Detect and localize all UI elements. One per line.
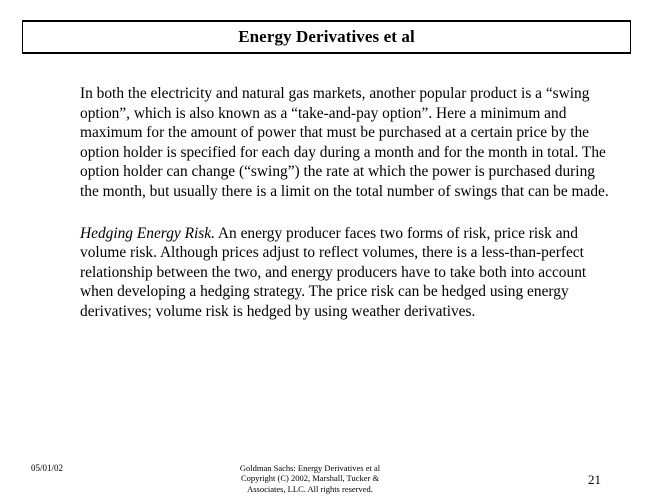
- paragraph-lead-heading: Hedging Energy Risk.: [80, 224, 215, 242]
- slide-title: Energy Derivatives et al: [238, 27, 415, 46]
- page-number: 21: [588, 472, 601, 487]
- paragraph-hedging-energy-risk: [80, 224, 610, 322]
- title-box: [22, 20, 631, 54]
- paragraph-swing-option: In both the electricity and natural gas markets, another popular product is a “swing option”, which is also known as a “take-and-pay option”. Here a minimum and maximum for the amount of power that must be purchased at a certain price by the option holder is specified for each day during a month and for the month in total. The option holder can change (“swing”) the rate at which the power is purchased during the month, but usually there is a limit on the total number of swings that can be made.: [80, 85, 609, 200]
- paragraph-body-text: An energy producer faces two forms of risk, price risk and volume risk. Although prices adjust to reflect volumes, there is a less-than-perfect relationship between the two, and energy producers have to take both into account when developing a hedging strategy. The price risk can be hedged using energy derivatives; volume risk is hedged by using weather derivatives.: [80, 224, 587, 320]
- footer-line-1: Goldman Sachs: Energy Derivatives et al: [239, 463, 381, 473]
- footer-line-2: Copyright (C) 2002, Marshall, Tucker &: [240, 473, 380, 484]
- footer-date: 05/01/02: [31, 463, 64, 473]
- footer-copyright: [210, 463, 410, 494]
- slide-body: [80, 84, 610, 322]
- footer-line-3: Associates, LLC. All rights reserved.: [247, 483, 373, 494]
